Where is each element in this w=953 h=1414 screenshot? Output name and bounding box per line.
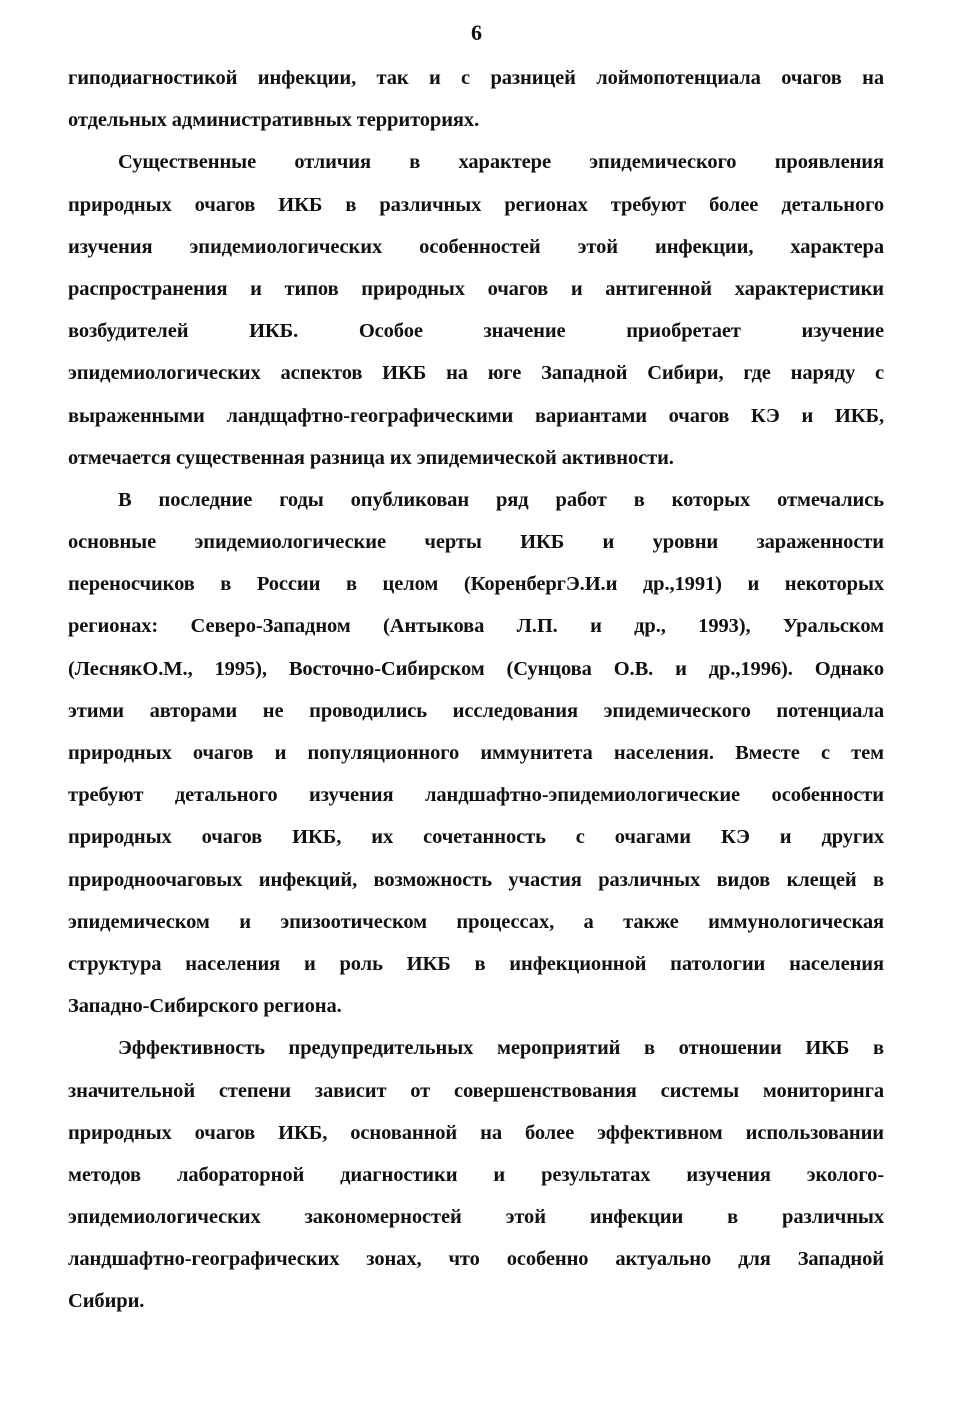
text-line: природных очагов ИКБ, их сочетанность с очагами КЭ и других	[68, 826, 884, 849]
text-line: ландшафтно-географических зонах, что особенно актуально для Западной	[68, 1248, 884, 1271]
page-number: 6	[471, 20, 482, 45]
text-line: Сибири.	[68, 1290, 145, 1313]
text-line: природных очагов и популяционного иммунитета населения. Вместе с тем	[68, 742, 884, 764]
text-line: природных очагов ИКБ в различных регионах требуют более детального	[68, 193, 884, 216]
document-body	[68, 57, 884, 1323]
text-line: Западно-Сибирского региона.	[68, 995, 342, 1018]
text-line: распространения и типов природных очагов и антигенной характеристики	[68, 277, 884, 300]
text-line: Существенные отличия в характере эпидемического проявления	[118, 151, 884, 174]
text-line: природных очагов ИКБ, основанной на более эффективном использовании	[68, 1121, 884, 1144]
text-line: методов лабораторной диагностики и результатах изучения эколого-	[68, 1163, 884, 1186]
text-line: основные эпидемиологические черты ИКБ и уровни зараженности	[68, 531, 884, 554]
text-line: выраженными ландщафтно-географическими вариантами очагов КЭ и ИКБ,	[68, 404, 884, 427]
paragraph	[68, 479, 884, 1027]
text-line: этими авторами не проводились исследования эпидемического потенциала	[68, 699, 884, 722]
text-line: структура населения и роль ИКБ в инфекционной патологии населения	[68, 952, 884, 975]
text-line: регионах: Северо-Западном (Антыкова Л.П. и др., 1993), Уральском	[68, 615, 884, 638]
text-line: эпидемиологических закономерностей этой инфекции в различных	[68, 1206, 884, 1229]
text-line: возбудителей ИКБ. Особое значение приобретает изучение	[68, 320, 884, 343]
text-line: гиподиагностикой инфекции, так и с разницей лоймопотенциала очагов на	[68, 67, 884, 89]
text-line: отдельных административных территориях.	[68, 109, 480, 132]
text-line: значительной степени зависит от совершенствования системы мониторинга	[68, 1079, 884, 1102]
text-line: отмечается существенная разница их эпидемической активности.	[68, 446, 674, 469]
text-line: эпидемиологических аспектов ИКБ на юге Западной Сибири, где наряду с	[68, 362, 884, 385]
text-line: требуют детального изучения ландшафтно-эпидемиологические особенности	[68, 784, 884, 807]
text-line: Эффективность предупредительных мероприятий в отношении ИКБ в	[118, 1037, 884, 1060]
text-line: переносчиков в России в целом (КоренбергЭ.И.и др.,1991) и некоторых	[68, 573, 884, 596]
paragraph	[68, 57, 884, 141]
text-line: природноочаговых инфекций, возможность участия различных видов клещей в	[68, 868, 884, 891]
text-line: эпидемическом и эпизоотическом процессах, а также иммунологическая	[68, 910, 884, 933]
paragraph	[68, 1027, 884, 1322]
text-line: изучения эпидемиологических особенностей этой инфекции, характера	[68, 235, 884, 258]
text-line: (ЛеснякО.М., 1995), Восточно-Сибирском (Сунцова О.В. и др.,1996). Однако	[68, 657, 884, 680]
paragraph	[68, 141, 884, 479]
text-line: В последние годы опубликован ряд работ в которых отмечались	[118, 488, 884, 511]
